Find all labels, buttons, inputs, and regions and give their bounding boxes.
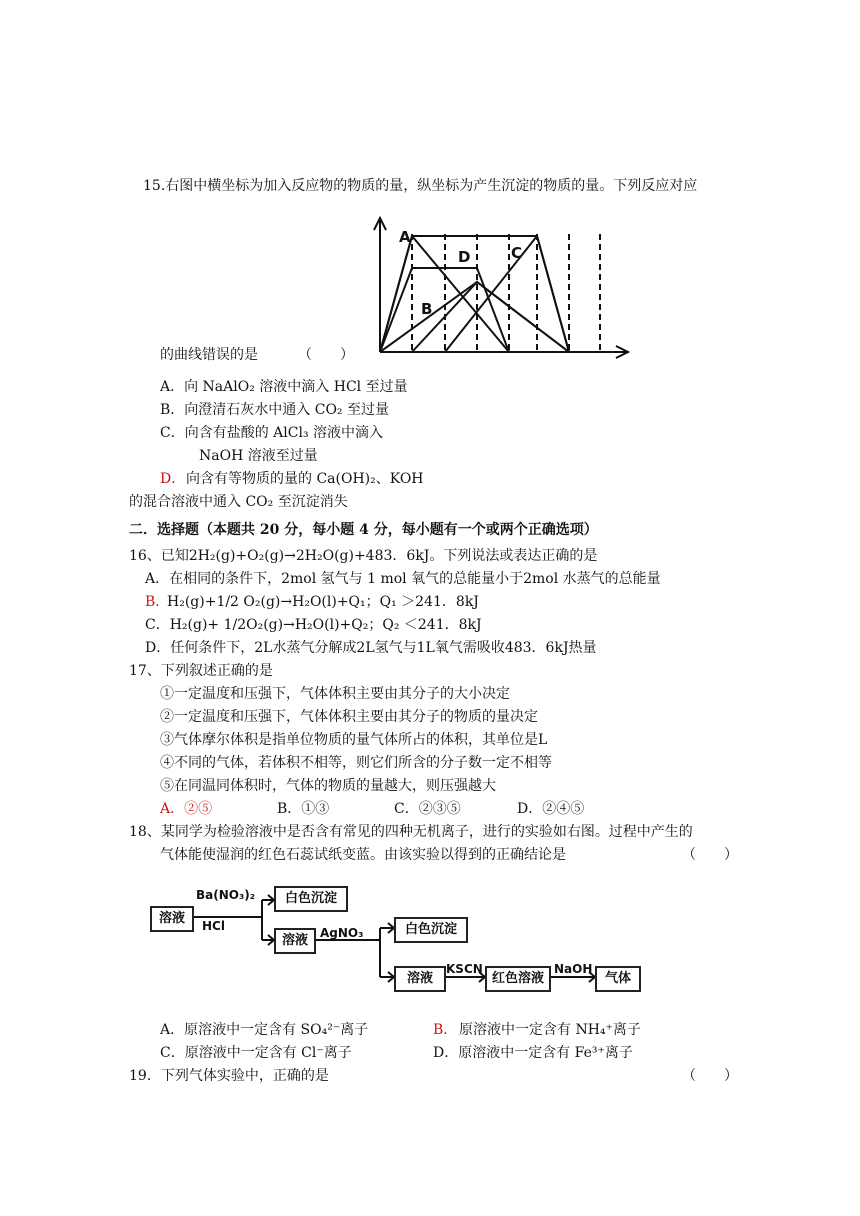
q18-stem: 18、某同学为检验溶液中是否含有常见的四种无机离子，进行的实验如右图。过程中产生的 — [129, 824, 693, 840]
q17-option-a: A．②⑤ — [160, 801, 213, 817]
graph-label-a: A — [399, 228, 411, 246]
q17-option-c: C．②③⑤ — [394, 801, 461, 817]
q17-stem: 17、下列叙述正确的是 — [129, 663, 273, 679]
q15-stem-cont: 的曲线错误的是 — [160, 347, 258, 363]
graph-label-b: B — [421, 300, 433, 318]
q18-option-a: A．原溶液中一定含有 SO₄²⁻离子 — [160, 1022, 369, 1038]
flow-solution-1: 溶液 — [274, 928, 316, 954]
q15-stem: 15.右图中横坐标为加入反应物的物质的量，纵坐标为产生沉淀的物质的量。下列反应对应 — [143, 178, 698, 194]
q16-option-c: C．H₂(g)+ 1/2O₂(g)→H₂O(l)+Q₂；Q₂ ＜241．8kJ — [145, 617, 482, 633]
q17-item-5: ⑤在同温同体积时，气体的物质的量越大，则压强越大 — [160, 778, 496, 794]
flow-reagent-naoh: NaOH — [554, 962, 593, 976]
q18-stem-cont: 气体能使湿润的红色石蕊试纸变蓝。由该实验以得到的正确结论是 — [160, 847, 566, 863]
q16-option-d: D．任何条件下，2L水蒸气分解成2L氢气与1L氧气需吸收483．6kJ热量 — [145, 640, 597, 656]
q19-stem: 19．下列气体实验中，正确的是 — [129, 1068, 329, 1084]
q15-option-c: C．向含有盐酸的 AlCl₃ 溶液中滴入 — [160, 425, 384, 441]
flow-start-solution: 溶液 — [150, 906, 194, 932]
flow-gas: 气体 — [595, 966, 641, 992]
q19-answer-paren: （ ） — [682, 1068, 738, 1084]
q15-option-d: 向含有等物质的量的 Ca(OH)₂、KOH — [186, 471, 424, 487]
q16-option-b: H₂(g)+1/2 O₂(g)→H₂O(l)+Q₁；Q₁ ＞241．8kJ — [167, 594, 479, 610]
flow-solution-2: 溶液 — [394, 966, 446, 992]
q18-option-b: 原溶液中一定含有 NH₄⁺离子 — [459, 1022, 641, 1038]
q15-option-d-cont: 的混合溶液中通入 CO₂ 至沉淀消失 — [129, 494, 348, 510]
q17-option-d: D．②④⑤ — [517, 801, 585, 817]
q15-option-a: A．向 NaAlO₂ 溶液中滴入 HCl 至过量 — [160, 379, 408, 395]
q18-flow-diagram — [150, 870, 650, 1005]
q18-option-c: C．原溶液中一定含有 Cl⁻离子 — [160, 1045, 352, 1061]
q16-option-b-letter: B． — [145, 594, 170, 610]
section-heading: 二．选择题（本题共 20 分，每小题 4 分，每小题有一个或两个正确选项） — [129, 522, 598, 538]
flow-reagent-ba-no3: Ba(NO₃)₂ — [196, 888, 255, 902]
q17-option-b: B．①③ — [277, 801, 330, 817]
q15-graph — [366, 212, 636, 360]
q16-option-a: A．在相同的条件下，2mol 氢气与 1 mol 氧气的总能量小于2mol 水蒸气的总能量 — [145, 571, 661, 587]
q15-option-d-letter: D． — [160, 471, 186, 487]
q18-answer-paren: （ ） — [682, 847, 738, 863]
q17-item-1: ①一定温度和压强下，气体体积主要由其分子的大小决定 — [160, 686, 510, 702]
flow-reagent-kscn: KSCN — [446, 962, 483, 976]
flow-white-precipitate-2: 白色沉淀 — [394, 917, 468, 943]
q15-answer-paren: （ ） — [298, 347, 354, 363]
q17-item-4: ④不同的气体，若体积不相等，则它们所含的分子数一定不相等 — [160, 755, 552, 771]
q15-option-c-cont: NaOH 溶液至过量 — [199, 448, 318, 464]
q16-stem: 16、已知2H₂(g)+O₂(g)→2H₂O(g)+483．6kJ。下列说法或表达正确的是 — [129, 548, 598, 564]
q15-option-b: B．向澄清石灰水中通入 CO₂ 至过量 — [160, 402, 389, 418]
flow-reagent-agno3: AgNO₃ — [320, 926, 364, 940]
flow-reagent-hcl: HCl — [202, 919, 225, 933]
q18-option-d: D．原溶液中一定含有 Fe³⁺离子 — [433, 1045, 633, 1061]
flow-red-solution: 红色溶液 — [485, 966, 551, 992]
graph-label-c: C — [511, 244, 523, 262]
graph-label-d: D — [458, 248, 471, 266]
q17-item-2: ②一定温度和压强下，气体体积主要由其分子的物质的量决定 — [160, 709, 538, 725]
q18-option-b-letter: B． — [433, 1022, 458, 1038]
flow-white-precipitate-1: 白色沉淀 — [274, 886, 348, 912]
q17-item-3: ③气体摩尔体积是指单位物质的量气体所占的体积，其单位是L — [160, 732, 548, 748]
